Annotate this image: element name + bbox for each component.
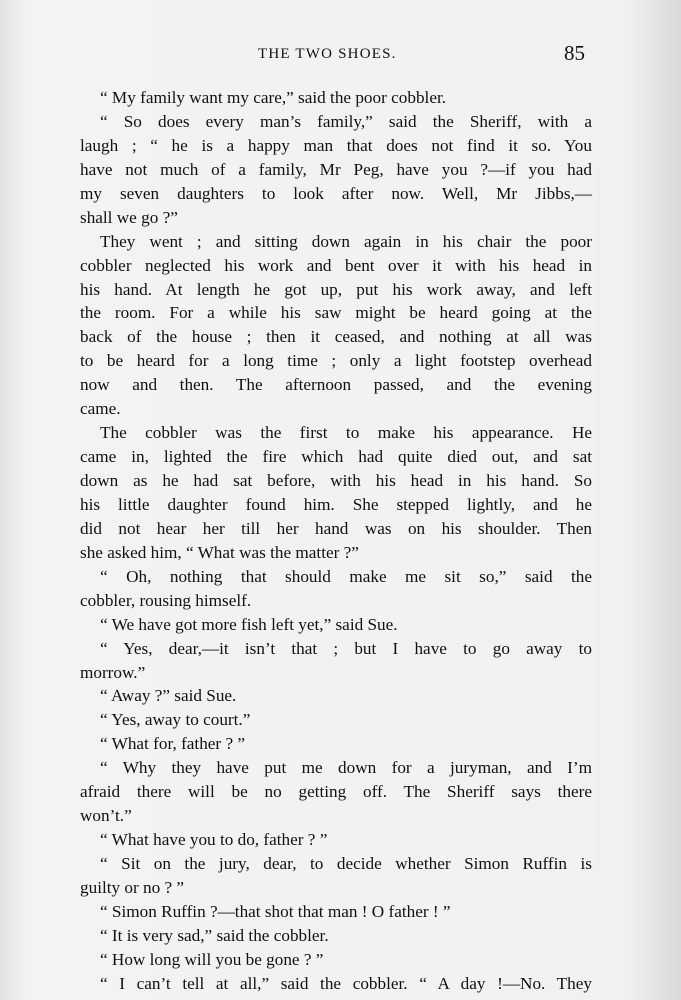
text-line: “ Why they have put me down for a juryman, and I’m (100, 758, 592, 778)
text-line: cobbler neglected his work and bent over it with his head in (80, 255, 592, 275)
text-line: to be heard for a long time ; only a light footstep overhead (80, 351, 592, 371)
text-line: did not hear her till her hand was on his shoulder. Then (80, 518, 592, 538)
text-line: came in, lighted the fire which had quite died out, and sat (80, 447, 592, 467)
text-line: “ Away ?” said Sue. (100, 686, 237, 706)
running-title: THE TWO SHOES. (258, 46, 397, 62)
text-line: “ Sit on the jury, dear, to decide whether Simon Ruffin is (100, 854, 592, 873)
text-line: guilty or no ? ” (80, 877, 185, 897)
page-shading (598, 168, 599, 868)
text-line: came. (80, 399, 121, 419)
text-line: “ It is very sad,” said the cobbler. (100, 925, 329, 945)
text-line: his little daughter found him. She stepped lightly, and he (80, 494, 592, 514)
text-line: afraid there will be no getting off. The Sheriff says there (80, 782, 592, 802)
body-text (80, 86, 592, 996)
text-line: his hand. At length he got up, put his work away, and left (80, 279, 592, 299)
text-line: “ Yes, dear,—it isn’t that ; but I have to go away to (100, 638, 592, 658)
page-number: 85 (564, 41, 585, 65)
text-line: down as he had sat before, with his head in his hand. So (80, 471, 592, 490)
text-line: “ My family want my care,” said the poor cobbler. (100, 88, 447, 107)
text-line: “ What have you to do, father ? ” (100, 830, 328, 850)
text-line: morrow.” (80, 662, 146, 682)
text-line: back of the house ; then it ceased, and nothing at all was (80, 327, 592, 347)
text-line: laugh ; “ he is a happy man that does not find it so. You (80, 135, 592, 155)
text-line: now and then. The afternoon passed, and the evening (80, 375, 592, 395)
text-line: “ I can’t tell at all,” said the cobbler. “ A day !—No. They (100, 973, 592, 993)
text-line: “ Oh, nothing that should make me sit so,” said the (100, 566, 592, 586)
text-line: “ We have got more fish left yet,” said Sue. (100, 614, 398, 634)
text-line: she asked him, “ What was the matter ?” (80, 542, 359, 562)
text-line: have not much of a family, Mr Peg, have you ?—if you had (80, 159, 592, 179)
text-line: won’t.” (80, 806, 132, 826)
text-line: “ Simon Ruffin ?—that shot that man ! O father ! ” (100, 901, 451, 921)
text-line: shall we go ?” (80, 207, 178, 227)
text-line: They went ; and sitting down again in his chair the poor (100, 231, 592, 251)
text-line: “ What for, father ? ” (100, 734, 246, 754)
text-line: cobbler, rousing himself. (80, 590, 252, 610)
text-line: my seven daughters to look after now. Well, Mr Jibbs,— (80, 183, 592, 203)
text-line: “ How long will you be gone ? ” (100, 949, 324, 969)
text-line: “ So does every man’s family,” said the Sheriff, with a (100, 111, 592, 131)
text-line: The cobbler was the first to make his appearance. He (100, 423, 592, 443)
text-line: the room. For a while his saw might be heard going at the (80, 303, 592, 323)
text-line: “ Yes, away to court.” (100, 710, 251, 730)
